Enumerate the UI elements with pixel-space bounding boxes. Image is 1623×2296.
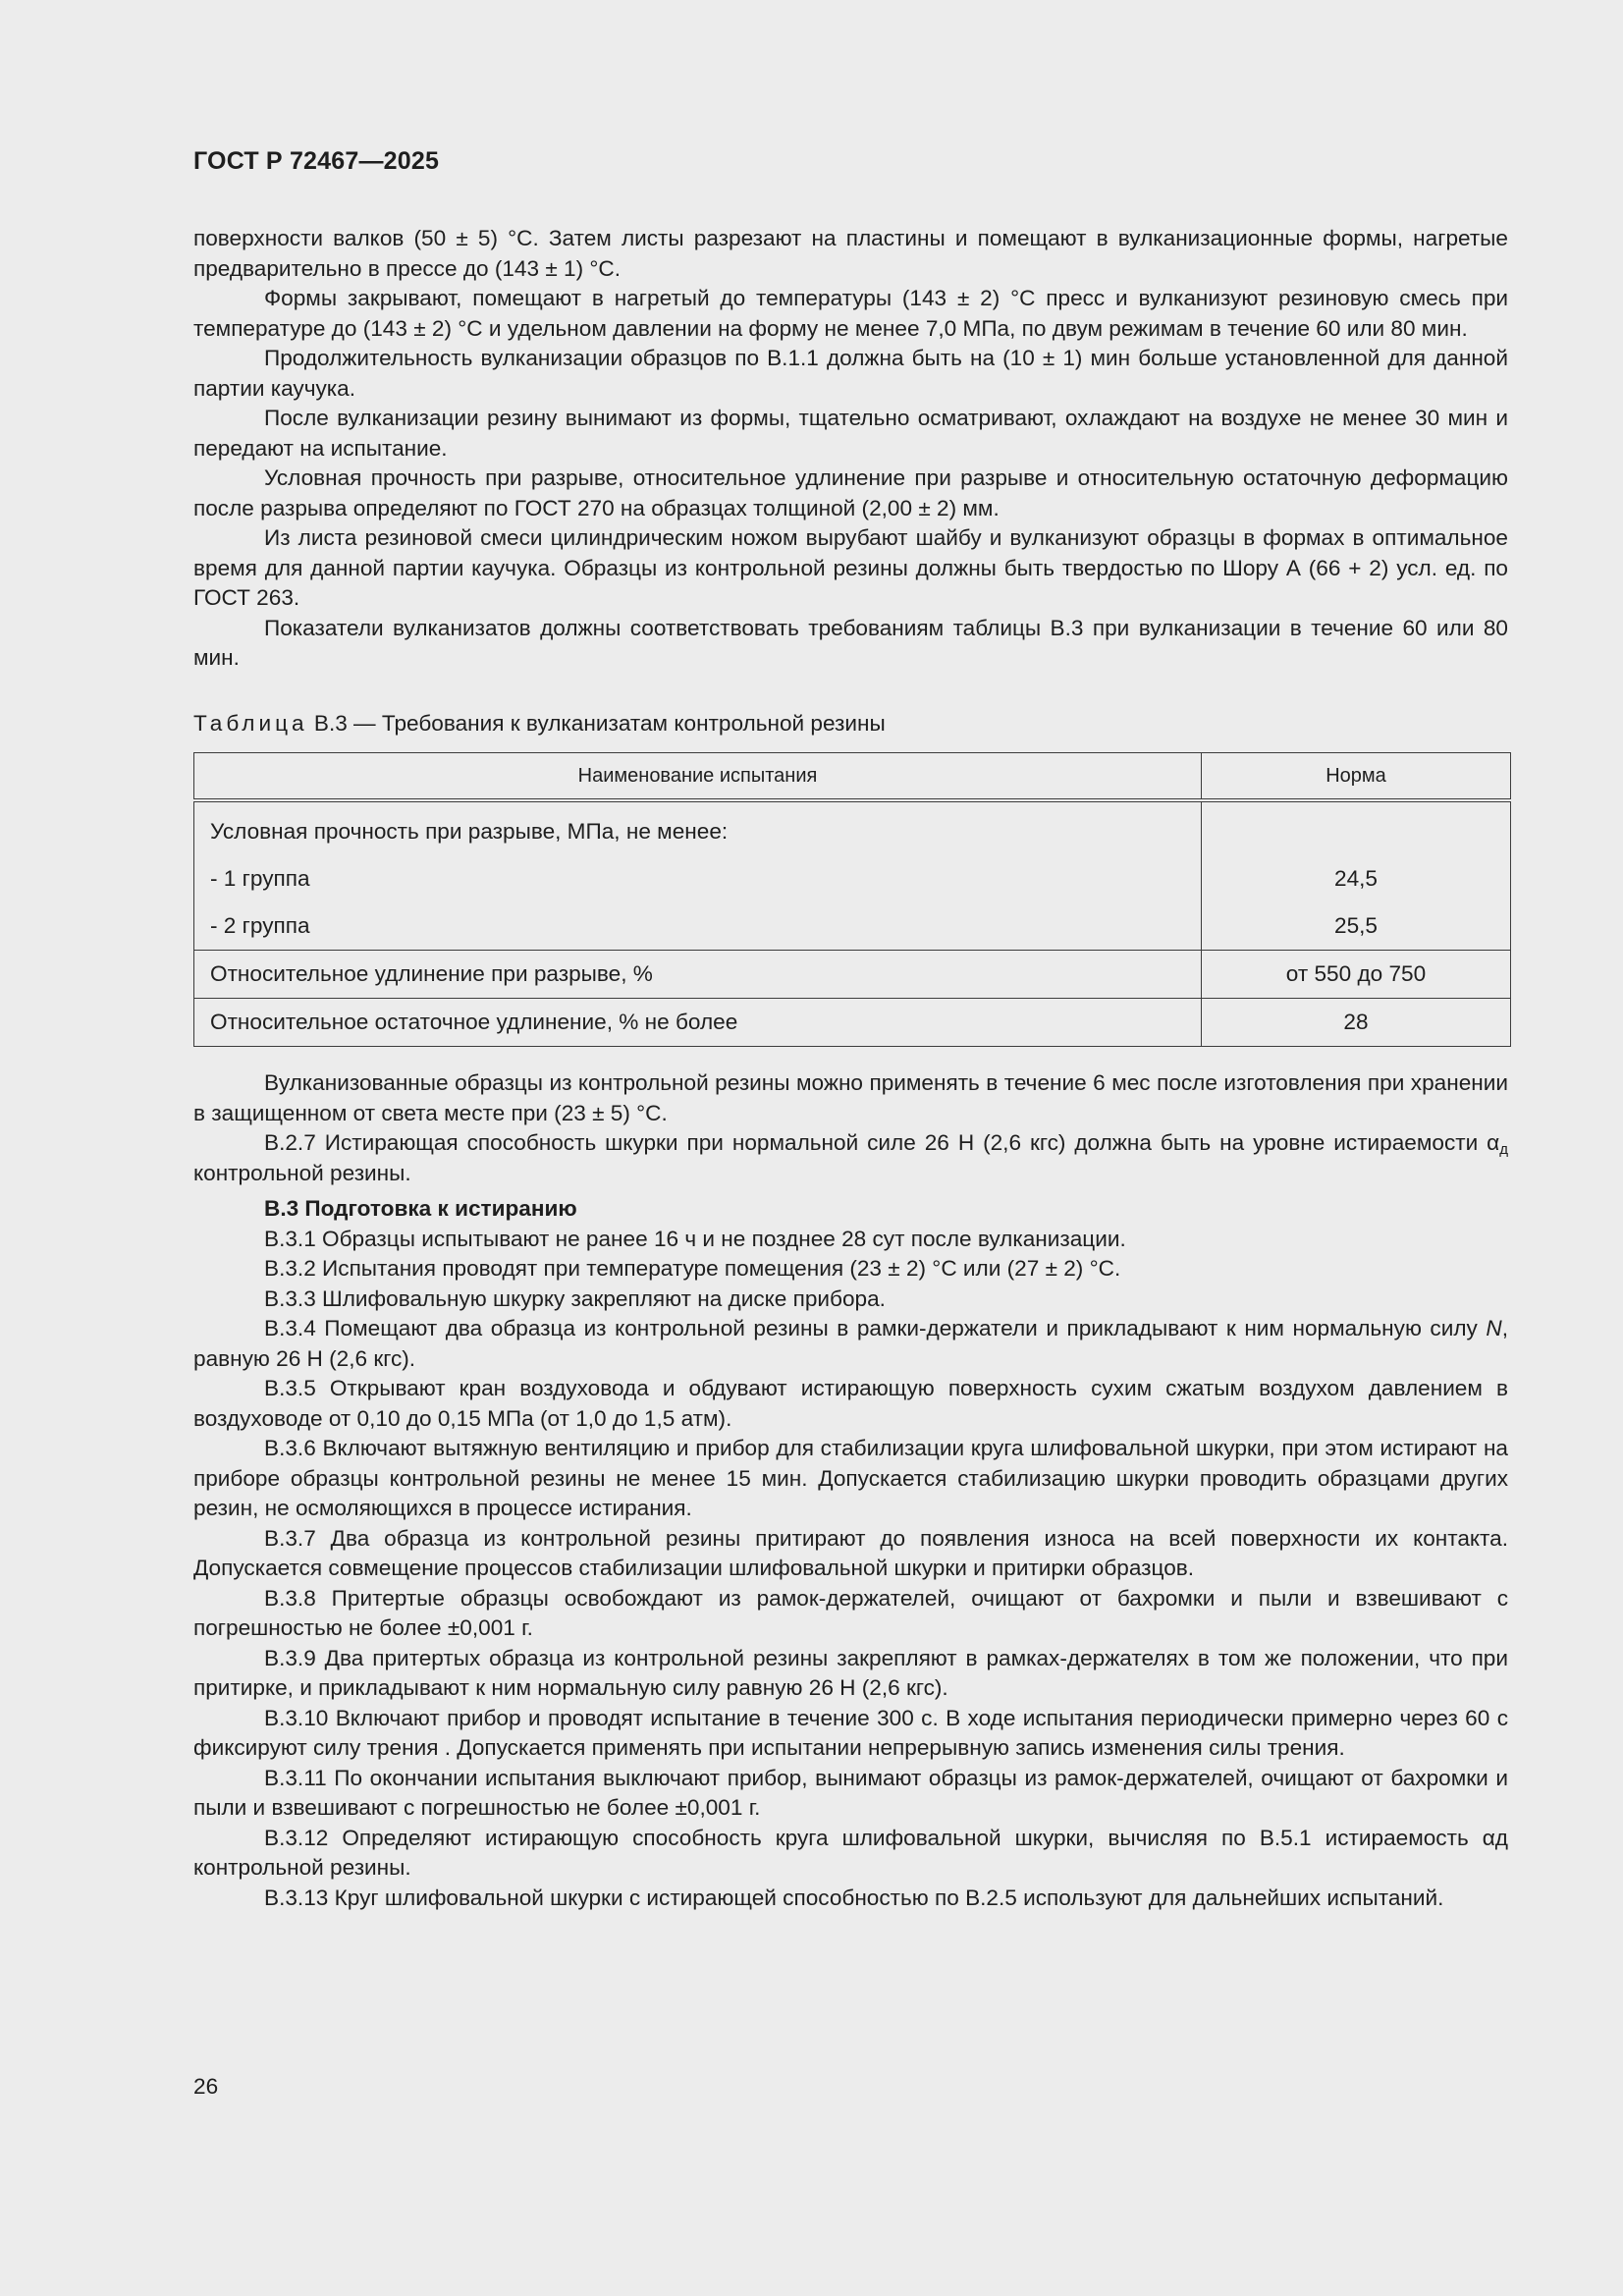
row-value xyxy=(1202,800,1511,855)
page-number: 26 xyxy=(193,2074,219,2099)
list-item: В.3.5 Открывают кран воздуховода и обдувают истирающую поверхность сухим сжатым воздухом давлением в воздуховоде от 0,10 до 0,15 МПа (от 1,0 до 1,5 атм). xyxy=(193,1376,1508,1431)
paragraph: После вулканизации резину вынимают из формы, тщательно осматривают, охлаждают на воздухе не менее 30 мин и передают на испытание. xyxy=(193,406,1508,461)
paragraph: Условная прочность при разрыве, относительное удлинение при разрыве и относительную остаточную деформацию после разрыва определяют по ГОСТ 270 на образцах толщиной (2,00 ± 2) мм. xyxy=(193,465,1508,520)
row-name: Относительное остаточное удлинение, % не более xyxy=(194,999,1202,1047)
b27-tail: контрольной резины. xyxy=(193,1160,411,1185)
row-value: от 550 до 750 xyxy=(1202,951,1511,999)
list-item: В.3.8 Притертые образцы освобождают из рамок-держателей, очищают от бахромки и пыли и взвешивают с погрешностью не более ±0,001 г. xyxy=(193,1585,1508,1640)
table-caption xyxy=(193,709,1508,739)
list-item: В.3.1 Образцы испытывают не ранее 16 ч и не позднее 28 сут после вулканизации. xyxy=(264,1226,1126,1251)
table-header-row xyxy=(194,753,1511,801)
paragraph: Формы закрывают, помещают в нагретый до температуры (143 ± 2) °С пресс и вулканизуют резиновую смесь при температуре до (143 ± 2) °С и удельном давлении на форму не менее 7,0 МПа, по двум режимам в течение 60 или 80 мин. xyxy=(193,286,1508,341)
b27-subscript: д xyxy=(1499,1141,1508,1158)
section-title: В.3 Подготовка к истиранию xyxy=(264,1196,577,1221)
requirements-table xyxy=(193,752,1511,1047)
b34-before: В.3.4 Помещают два образца из контрольной резины в рамки-держатели и прикладывают к ним нормальную силу xyxy=(264,1316,1487,1340)
row-value: 24,5 xyxy=(1202,855,1511,902)
list-item: В.3.9 Два притертых образца из контрольной резины закрепляют в рамках-держателях в том же положении, что при притирке, и прикладывают к ним нормальную силу равную 26 Н (2,6 кгс). xyxy=(193,1645,1508,1700)
paragraph: Вулканизованные образцы из контрольной резины можно применять в течение 6 мес после изготовления при хранении в защищенном от света месте при (23 ± 5) °С. xyxy=(193,1070,1508,1125)
row-name: Относительное удлинение при разрыве, % xyxy=(194,951,1202,999)
paragraph-b27 xyxy=(193,1128,1508,1188)
list-item: В.3.10 Включают прибор и проводят испытание в течение 300 с. В ходе испытания периодически примерно через 60 с фиксируют силу трения . Допускается применять при испытании непрерывную запись изменения силы трения. xyxy=(193,1705,1508,1760)
table-row xyxy=(194,902,1511,951)
b27-text: В.2.7 Истирающая способность шкурки при нормальной силе 26 Н (2,6 кгс) должна быть на уровне истираемости α xyxy=(264,1130,1500,1155)
table-row xyxy=(194,999,1511,1047)
row-name: Условная прочность при разрыве, МПа, не менее: xyxy=(194,800,1202,855)
table-row xyxy=(194,951,1511,999)
table-row xyxy=(194,855,1511,902)
row-name: - 2 группа xyxy=(194,902,1202,951)
paragraph: Продолжительность вулканизации образцов по В.1.1 должна быть на (10 ± 1) мин больше установленной для данной партии каучука. xyxy=(193,346,1508,401)
list-item: В.3.11 По окончании испытания выключают прибор, вынимают образцы из рамок-держателей, очищают от бахромки и пыли и взвешивают с погрешностью не более ±0,001 г. xyxy=(193,1765,1508,1820)
row-value: 25,5 xyxy=(1202,902,1511,951)
table-caption-text: В.3 — Требования к вулканизатам контрольной резины xyxy=(307,710,886,736)
list-item: В.3.7 Два образца из контрольной резины притирают до появления износа на всей поверхности их контакта. Допускается совмещение процессов стабилизации шлифовальной шкурки и притирки образцов. xyxy=(193,1525,1508,1580)
header-test-name: Наименование испытания xyxy=(194,753,1202,801)
paragraph: Показатели вулканизатов должны соответствовать требованиям таблицы В.3 при вулканизации в течение 60 или 80 мин. xyxy=(193,615,1508,670)
row-name: - 1 группа xyxy=(194,855,1202,902)
list-item: В.3.6 Включают вытяжную вентиляцию и прибор для стабилизации круга шлифовальной шкурки, при этом истирают на приборе образцы контрольной резины не менее 15 мин. Допускается стабилизацию шкурки проводить образцами других резин, не осмоляющихся в процессе истирания. xyxy=(193,1436,1508,1520)
paragraph: поверхности валков (50 ± 5) °С. Затем листы разрезают на пластины и помещают в вулканизационные формы, нагретые предварительно в прессе до (143 ± 1) °С. xyxy=(193,226,1508,281)
row-value: 28 xyxy=(1202,999,1511,1047)
list-item: В.3.13 Круг шлифовальной шкурки с истирающей способностью по В.2.5 используют для дальнейших испытаний. xyxy=(264,1885,1444,1910)
list-item: В.3.2 Испытания проводят при температуре помещения (23 ± 2) °С или (27 ± 2) °С. xyxy=(264,1256,1121,1281)
table-row xyxy=(194,800,1511,855)
header-norm: Норма xyxy=(1202,753,1511,801)
b34-after: , равную 26 Н (2,6 кгс). xyxy=(193,1316,1508,1371)
b34-italic: N xyxy=(1486,1316,1502,1340)
list-item: В.3.3 Шлифовальную шкурку закрепляют на диске прибора. xyxy=(264,1285,886,1311)
page-content xyxy=(193,224,1508,1913)
list-item-b34 xyxy=(193,1314,1508,1374)
list-item: В.3.12 Определяют истирающую способность круга шлифовальной шкурки, вычисляя по В.5.1 истираемость αд контрольной резины. xyxy=(193,1825,1508,1880)
paragraph: Из листа резиновой смеси цилиндрическим ножом вырубают шайбу и вулканизуют образцы в формах в оптимальное время для данной партии каучука. Образцы из контрольной резины должны быть твердостью по Шору А (66 + 2) усл. ед. по ГОСТ 263. xyxy=(193,525,1508,610)
table-caption-label: Таблица xyxy=(193,710,308,736)
document-header: ГОСТ Р 72467—2025 xyxy=(193,147,440,175)
